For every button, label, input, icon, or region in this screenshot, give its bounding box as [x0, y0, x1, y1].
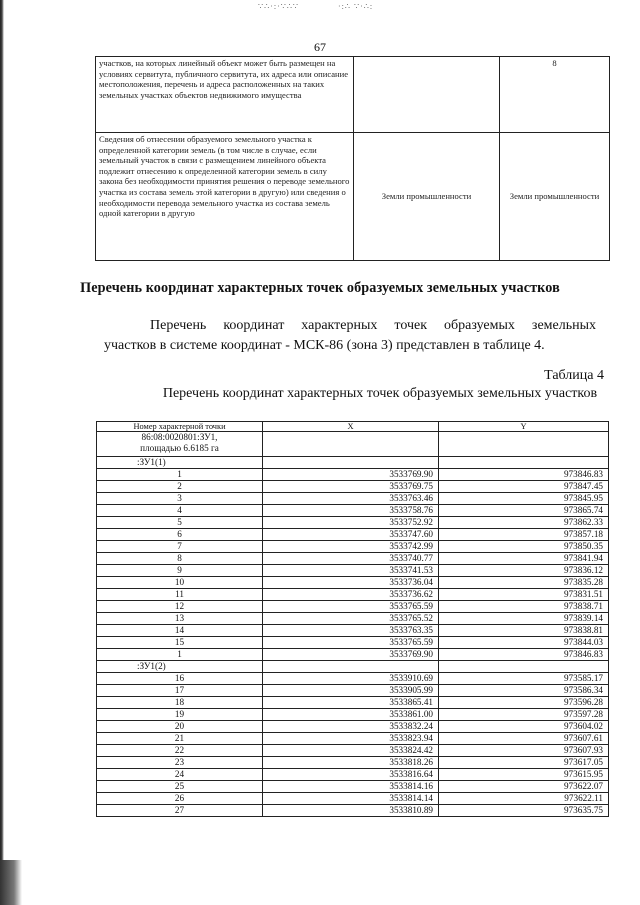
parcel-header-row [97, 432, 609, 457]
y-coordinate: 973841.94 [439, 553, 609, 565]
table-row [97, 649, 609, 661]
part-name: :ЗУ1(1) [97, 457, 263, 469]
table-row [97, 769, 609, 781]
column-header: X [263, 422, 439, 432]
table-row [97, 733, 609, 745]
y-coordinate: 973607.61 [439, 733, 609, 745]
y-coordinate: 973846.83 [439, 649, 609, 661]
table-row [96, 133, 610, 261]
x-coordinate: 3533763.35 [263, 625, 439, 637]
x-coordinate: 3533765.59 [263, 601, 439, 613]
table-label: Таблица 4 [544, 368, 604, 383]
x-coordinate: 3533736.62 [263, 589, 439, 601]
point-number: 6 [97, 529, 263, 541]
table-title: Перечень координат характерных точек образуемых земельных участков [162, 386, 598, 401]
table-row [97, 757, 609, 769]
empty-cell [263, 661, 439, 673]
table-header-row [97, 422, 609, 432]
table-row [97, 745, 609, 757]
table-row [97, 625, 609, 637]
y-coordinate: 973617.05 [439, 757, 609, 769]
row-value: Земли промышленности [500, 133, 610, 261]
y-coordinate: 973635.75 [439, 805, 609, 817]
x-coordinate: 3533758.76 [263, 505, 439, 517]
y-coordinate: 973838.81 [439, 625, 609, 637]
parcel-area: площадью 6.6185 га [140, 443, 219, 453]
y-coordinate: 973596.28 [439, 697, 609, 709]
scan-noise: ∵∴·:·∵∴∵ [258, 2, 299, 11]
point-number: 5 [97, 517, 263, 529]
x-coordinate: 3533769.90 [263, 469, 439, 481]
table-row [97, 697, 609, 709]
point-number: 25 [97, 781, 263, 793]
point-number: 15 [97, 637, 263, 649]
point-number: 8 [97, 553, 263, 565]
parcel-header [97, 432, 263, 457]
x-coordinate: 3533865.41 [263, 697, 439, 709]
y-coordinate: 973862.33 [439, 517, 609, 529]
x-coordinate: 3533832.24 [263, 721, 439, 733]
point-number: 13 [97, 613, 263, 625]
table-row [97, 481, 609, 493]
part-header-row [97, 661, 609, 673]
point-number: 26 [97, 793, 263, 805]
x-coordinate: 3533736.04 [263, 577, 439, 589]
x-coordinate: 3533752.92 [263, 517, 439, 529]
y-coordinate: 973604.02 [439, 721, 609, 733]
table-row [97, 553, 609, 565]
table-row [97, 589, 609, 601]
x-coordinate: 3533910.69 [263, 673, 439, 685]
column-header: Y [439, 422, 609, 432]
y-coordinate: 973838.71 [439, 601, 609, 613]
point-number: 2 [97, 481, 263, 493]
point-number: 22 [97, 745, 263, 757]
point-number: 12 [97, 601, 263, 613]
x-coordinate: 3533765.59 [263, 637, 439, 649]
y-coordinate: 973622.07 [439, 781, 609, 793]
table-row [97, 637, 609, 649]
top-table [95, 56, 610, 261]
y-coordinate: 973835.28 [439, 577, 609, 589]
table-row [97, 781, 609, 793]
y-coordinate: 973857.18 [439, 529, 609, 541]
scan-corner-shadow [0, 860, 22, 905]
x-coordinate: 3533769.90 [263, 649, 439, 661]
x-coordinate: 3533769.75 [263, 481, 439, 493]
point-number: 16 [97, 673, 263, 685]
point-number: 23 [97, 757, 263, 769]
y-coordinate: 973836.12 [439, 565, 609, 577]
table-row [97, 493, 609, 505]
row-value: 8 [500, 57, 610, 133]
empty-cell [439, 432, 609, 457]
point-number: 1 [97, 469, 263, 481]
point-number: 7 [97, 541, 263, 553]
point-number: 9 [97, 565, 263, 577]
scan-edge-shadow [0, 0, 4, 905]
x-coordinate: 3533818.26 [263, 757, 439, 769]
y-coordinate: 973585.17 [439, 673, 609, 685]
table-row [97, 601, 609, 613]
table-row [97, 517, 609, 529]
point-number: 19 [97, 709, 263, 721]
y-coordinate: 973845.95 [439, 493, 609, 505]
empty-cell [439, 457, 609, 469]
x-coordinate: 3533823.94 [263, 733, 439, 745]
x-coordinate: 3533905.99 [263, 685, 439, 697]
part-name: :ЗУ1(2) [97, 661, 263, 673]
y-coordinate: 973622.11 [439, 793, 609, 805]
point-number: 3 [97, 493, 263, 505]
y-coordinate: 973850.35 [439, 541, 609, 553]
table-row [97, 673, 609, 685]
paragraph-line-1: Перечень координат характерных точек образуемых земельных [150, 318, 596, 333]
parcel-cadastral-number: 86:08:0020801:ЗУ1, [141, 432, 218, 442]
empty-cell [439, 661, 609, 673]
row-description: Сведения об отнесении образуемого земельного участка к определенной категории земель (в том числе в случае, если земельный участок в связи с размещением линейного объекта подлежит отнесению к определенной категории земель в силу закона без необходимости принятия решения о переводе земельного участка из состава земель этой категории в другую) или сведения о необходимости перевода земельного участка из состава земель одной категории в другую [96, 133, 354, 261]
x-coordinate: 3533763.46 [263, 493, 439, 505]
point-number: 17 [97, 685, 263, 697]
coordinates-body [97, 432, 609, 817]
point-number: 10 [97, 577, 263, 589]
point-number: 27 [97, 805, 263, 817]
empty-cell [263, 432, 439, 457]
table-row [97, 709, 609, 721]
y-coordinate: 973846.83 [439, 469, 609, 481]
y-coordinate: 973844.03 [439, 637, 609, 649]
y-coordinate: 973839.14 [439, 613, 609, 625]
x-coordinate: 3533810.89 [263, 805, 439, 817]
x-coordinate: 3533816.64 [263, 769, 439, 781]
page-number: 67 [314, 40, 326, 54]
x-coordinate: 3533741.53 [263, 565, 439, 577]
y-coordinate: 973597.28 [439, 709, 609, 721]
table-row [97, 685, 609, 697]
x-coordinate: 3533765.52 [263, 613, 439, 625]
point-number: 14 [97, 625, 263, 637]
table-row [97, 805, 609, 817]
part-header-row [97, 457, 609, 469]
section-title: Перечень координат характерных точек образуемых земельных участков [80, 280, 560, 296]
row-value [354, 57, 500, 133]
table-row [97, 565, 609, 577]
row-description: участков, на которых линейный объект может быть размещен на условиях сервитута, публичного сервитута, их адреса или описание местоположения, перечень и адреса расположенных на таких земельных участках объектов недвижимого имущества [96, 57, 354, 133]
y-coordinate: 973607.93 [439, 745, 609, 757]
point-number: 1 [97, 649, 263, 661]
paragraph-line-2: участков в системе координат - МСК-86 (зона 3) представлен в таблице 4. [104, 338, 545, 353]
x-coordinate: 3533742.99 [263, 541, 439, 553]
y-coordinate: 973831.51 [439, 589, 609, 601]
table-row [97, 505, 609, 517]
row-value: Земли промышленности [354, 133, 500, 261]
table-row [96, 57, 610, 133]
table-row [97, 793, 609, 805]
x-coordinate: 3533814.14 [263, 793, 439, 805]
x-coordinate: 3533740.77 [263, 553, 439, 565]
table-row [97, 721, 609, 733]
x-coordinate: 3533824.42 [263, 745, 439, 757]
table-row [97, 541, 609, 553]
y-coordinate: 973586.34 [439, 685, 609, 697]
x-coordinate: 3533747.60 [263, 529, 439, 541]
table-row [97, 613, 609, 625]
point-number: 4 [97, 505, 263, 517]
point-number: 20 [97, 721, 263, 733]
x-coordinate: 3533814.16 [263, 781, 439, 793]
point-number: 18 [97, 697, 263, 709]
table-row [97, 469, 609, 481]
coordinates-table [96, 421, 609, 817]
empty-cell [263, 457, 439, 469]
scan-noise: ·:∴ ∵·∴: [338, 2, 374, 11]
point-number: 21 [97, 733, 263, 745]
x-coordinate: 3533861.00 [263, 709, 439, 721]
y-coordinate: 973847.45 [439, 481, 609, 493]
table-row [97, 529, 609, 541]
y-coordinate: 973615.95 [439, 769, 609, 781]
point-number: 11 [97, 589, 263, 601]
column-header: Номер характерной точки [97, 422, 263, 432]
y-coordinate: 973865.74 [439, 505, 609, 517]
table-row [97, 577, 609, 589]
point-number: 24 [97, 769, 263, 781]
